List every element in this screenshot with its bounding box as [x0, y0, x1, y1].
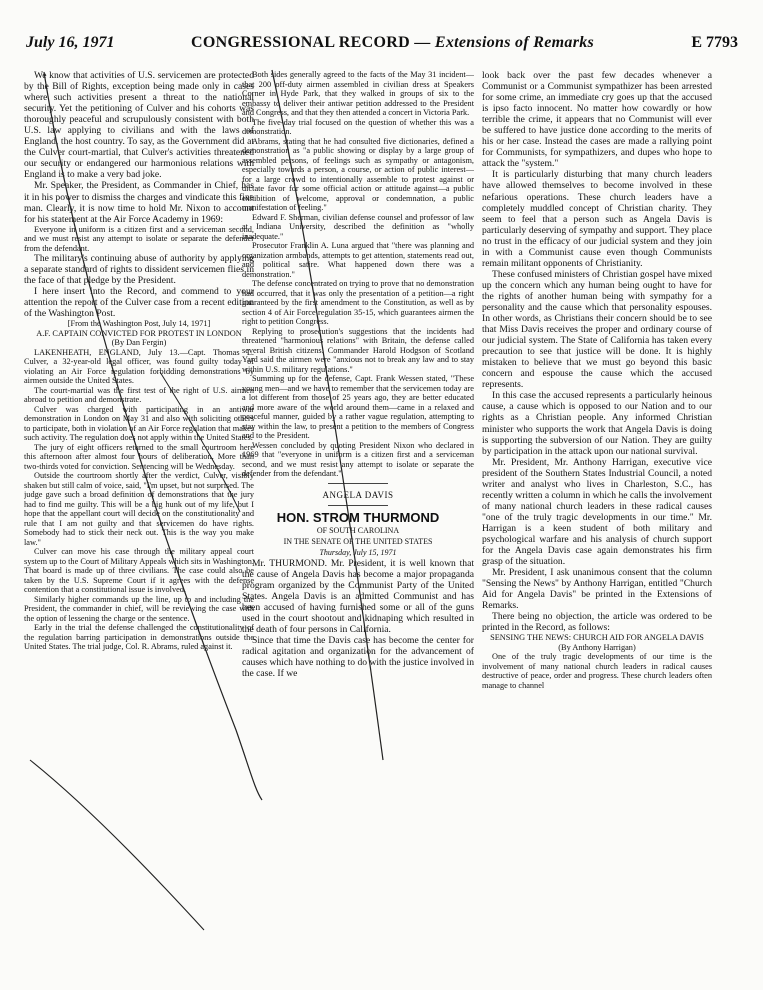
member-name: HON. STROM THURMOND: [276, 509, 440, 525]
paragraph: These confused ministers of Christian gospel have mixed up the concern which any human being ought to have for the rights of another human being with sympathy for a personality and the cause which that personality espouses. In other words, as Christians their concern should be to see that Miss Davis receives the proper and ordinary course of our judicial system. The State of California has taken every precaution to see that justice will be done. It is highly mistaken to believe that we must go beyond this basic concern and espouse the cause which the accused represents.: [482, 268, 712, 391]
paragraph: I here insert into the Record, and commend to your attention the report of the Culver case from a recent edition of the Washington Post.: [24, 286, 254, 320]
paragraph: Mr. President, Mr. Anthony Harrigan, executive vice president of the Southern States Industrial Council, a noted writer and analyst who lives in Charleston, S.C., has recently written a column in which he calls the involvement of many national church leaders in these radical causes "one of the truly tragic developments in our time." Mr. Harrigan is a keen student of both military and psychological warfare and his analysis of church support for the Angela Davis case again demonstrates his firm grasp of the situation.: [482, 456, 712, 568]
article-paragraph: Edward F. Sherman, civilian defense counsel and professor of law at Indiana University, described the definition as "wholly inadequate.": [242, 212, 474, 241]
article-paragraph: Similarly higher commands up the line, up to and including the President, the commander in chief, will be reviewing the case with the option of lessening the charge or the sentence.: [24, 594, 254, 623]
article-paragraph: Wessen concluded by quoting President Nixon who declared in 1969 that "everyone in uniform is a citizen first and a serviceman second, and we must resist any attempt to isolate or separate the defender from the defendant.": [242, 440, 474, 478]
chamber: IN THE SENATE OF THE UNITED STATES: [283, 536, 433, 546]
paragraph: Mr. President, I ask unanimous consent that the column "Sensing the News" by Anthony Harrigan, entitled "Church Aid for Angela Davis" be printed in the Extensions of Remarks.: [482, 567, 712, 612]
session-date: Thursday, July 15, 1971: [319, 547, 397, 557]
article-title: SENSING THE NEWS: CHURCH AID FOR ANGELA DAVIS: [490, 633, 704, 643]
column-3: [482, 70, 712, 976]
paragraph: Mr. Speaker, the President, as Commander in Chief, has it in his power to dismiss the charges and vindicate this fine man. Clearly, it is now time to hold Mr. Nixon to account for his statement at the Air Force Academy in 1969:: [24, 180, 254, 225]
article-paragraph: Prosecutor Franklin A. Luna argued that "there was planning and organization armbands, attempts to get attention, statements read out, and political satire. What happened down there was a demonstration.": [242, 241, 474, 279]
header-publication: CONGRESSIONAL RECORD: [191, 34, 410, 51]
divider: [328, 505, 388, 506]
article-paragraph: Both sides generally agreed to the facts of the May 31 incident—that 200 off-duty airmen assembled in civilian dress at Speakers Corner in Hyde Park, that they walked in groups of six to the embassy to deliver their antiwar petition addressed to the President and Congress, and that they then attended a concert in Victoria Park.: [242, 70, 474, 117]
divider: [328, 483, 388, 484]
paragraph: look back over the past few decades whenever a Communist or a Communist sympathizer has been arrested for some crime, an immediate cry goes up that the accused is ipso facto innocent. No matter how cowardly or how terrible the crime, it appears that no Communist will ever be suffered to have justice done according to the merits of his or her case. Instead the cases are made a rallying point for Communists, for sympathizers, and dupes who hope to attack the "system.": [482, 70, 712, 170]
paragraph: In this case the accused represents a particularly heinous cause, a cause which is opposed to our Nation and to our rights as a Christian people. Any informed Christian minister who supports the work that Angela Davis is doing is supporting the subversion of our Nation. They are guilty by participation in the attack upon our national survival.: [482, 390, 712, 457]
article-paragraph: Summing up for the defense, Capt. Frank Wessen stated, "These young men—and we have to remember that the servicemen today are a lot different from those of 25 years ago, they are better educated and more aware of the world around them—came in a relaxed and peaceful manner, guided by a rather vague regulation, attempting to stay within the law, to present a petition to the members of Congress and to the President.: [242, 374, 474, 440]
article-paragraph: Outside the courtroom shortly after the verdict, Culver, visibly shaken but still calm of voice, said, "I'm upset, but not surprised. The judge gave such a broad definition of demonstrations that the jury had to find me guilty. This will be a big hunk out of my life, but I hope that the appellant court will decide on the constitutionality and rule that I am not guilty and that servicemen do have rights. Somebody had to stick their neck out. This is the way you make law.": [24, 471, 254, 547]
paragraph: It is particularly disturbing that many church leaders have allowed themselves to become involved in these nefarious operations. These church leaders have a completely muddled concept of Christian charity. They seem to feel that a person such as Angela Davis is particularly deserving of sympathy and support. They place no trust in the efficacy of our judicial system and they join in with a Communist cause even though Communists remain militant opponents of Christianity.: [482, 169, 712, 269]
article-paragraph: The jury of eight officers returned to the small courtroom here this afternoon after almost four hours of deliberation. More than two-thirds voted for conviction. Sentencing will be Wednesday.: [24, 442, 254, 471]
article-paragraph: Culver can move his case through the military appeal court system up to the Court of Military Appeals which sits in Washington. That board is made up of three civilians. The case could also be taken by the U.S. Supreme Court if it agrees with the defense contention that a constitutional issue is involved.: [24, 547, 254, 595]
paragraph: Mr. THURMOND. Mr. President, it is well known that the cause of Angela Davis has become a major propaganda program organized by the Communist Party of the United States. Angela Davis is an admitted Communist and has been accused of having furnished some or all of the guns used in the court shootout and kidnaping which resulted in the death of four persons in California.: [242, 557, 474, 636]
article-paragraph: Abrams, stating that he had consulted five dictionaries, defined a demonstration as "a public showing or display by a large group of assembled persons, of feelings such as sympathy or antagonism, especially towards a person, a course, or action of public interest—for a large crowd to intentionally assemble to protest against or dictate favor for some official action or attitude against—a public exhibition of welcome, approval or condemnation, a public manifestation of feeling.": [242, 136, 474, 212]
header-section: Extensions of Remarks: [434, 34, 595, 51]
article-paragraph: Early in the trial the defense challenged the constitutionality of the regulation barring participation in demonstrations outside the United States. The trial judge, Col. R. Abrams, ruled against it.: [24, 623, 254, 652]
section-heading: ANGELA DAVIS: [322, 489, 394, 500]
article-paragraph: Culver was charged with participating in an antiwar demonstration in London on May 31 and also with soliciting others to participate, both in violation of an Air Force regulation that makes such activity. The regulation does not apply within the United States.: [24, 404, 254, 443]
paragraph: Since that time the Davis case has become the center for radical agitation and organization for the advancement of causes which have nothing to do with the justice involved in the case. If we: [242, 635, 474, 680]
page-header: [26, 34, 738, 60]
article-paragraph: The defense concentrated on trying to prove that no demonstration had occurred, that it was only the presentation of a petition—a right guaranteed by the first amendment to the Constitution, as well as by section 4 of Air Force regulation 35-15, which guarantees airmen the right to petition Congress.: [242, 279, 474, 326]
article-title: A.F. CAPTAIN CONVICTED FOR PROTEST IN LONDON: [36, 328, 242, 338]
paragraph: The military's continuing abuse of authority by applying a separate standard of rights to dissident servicemen flies in the face of that pledge by the President.: [24, 253, 254, 287]
article-paragraph: One of the truly tragic developments of our time is the involvement of many national church leaders in radical causes destructive of peace, order and progress. These church leaders often manage to channel: [482, 652, 712, 690]
paragraph: There being no objection, the article was ordered to be printed in the Record, as follows:: [482, 611, 712, 634]
article-byline: (By Anthony Harrigan): [558, 642, 636, 652]
article-paragraph: Replying to prosecution's suggestions that the incidents had threatened "harmonious relations" with Britain, the defense called several British citizens. Commander Harold Hodgson of Scotland Yard said the airmen were "anxious not to break any law and to stay within U.S. military regulations.": [242, 326, 474, 374]
header-title: [191, 34, 594, 52]
paragraph: We know that activities of U.S. servicemen are protected by the Bill of Rights, exception being made only in cases where such activities present a threat to the national security. Yet the petitioning of Culver and his cohorts was thoroughly peaceful and scrupulously consistent with both U.S. law applying to civilians and with the laws of England, the host country. To say, as the Government did at the Culver court-martial, that Culver's activities threatened our security or endangered our harmonious relations with England is to make a very bad joke.: [24, 70, 254, 181]
column-1: [24, 70, 254, 976]
header-date: July 16, 1971: [26, 34, 115, 51]
header-dash: —: [409, 34, 435, 51]
quote: Everyone in uniform is a citizen first and a serviceman second, and we must resist any attempt to isolate or separate the defender from the defendant.: [24, 224, 254, 253]
article-paragraph: LAKENHEATH, ENGLAND, July 13.—Capt. Thomas L. Culver, a 32-year-old legal officer, was found guilty today of violating an Air Force regulation forbidding demonstrations by airmen outside the United States.: [24, 347, 254, 386]
column-2: [242, 70, 474, 976]
header-page-number: E 7793: [691, 34, 738, 51]
article-paragraph: The five-day trial focused on the question of whether this was a demonstration.: [242, 117, 474, 136]
article-byline: (By Dan Fergin): [111, 338, 167, 348]
article-source: [From the Washington Post, July 14, 1971]: [67, 319, 211, 329]
member-state: OF SOUTH CAROLINA: [316, 525, 400, 535]
article-paragraph: The court-martial was the first test of the right of U.S. airmen abroad to petition and demonstrate.: [24, 385, 254, 405]
